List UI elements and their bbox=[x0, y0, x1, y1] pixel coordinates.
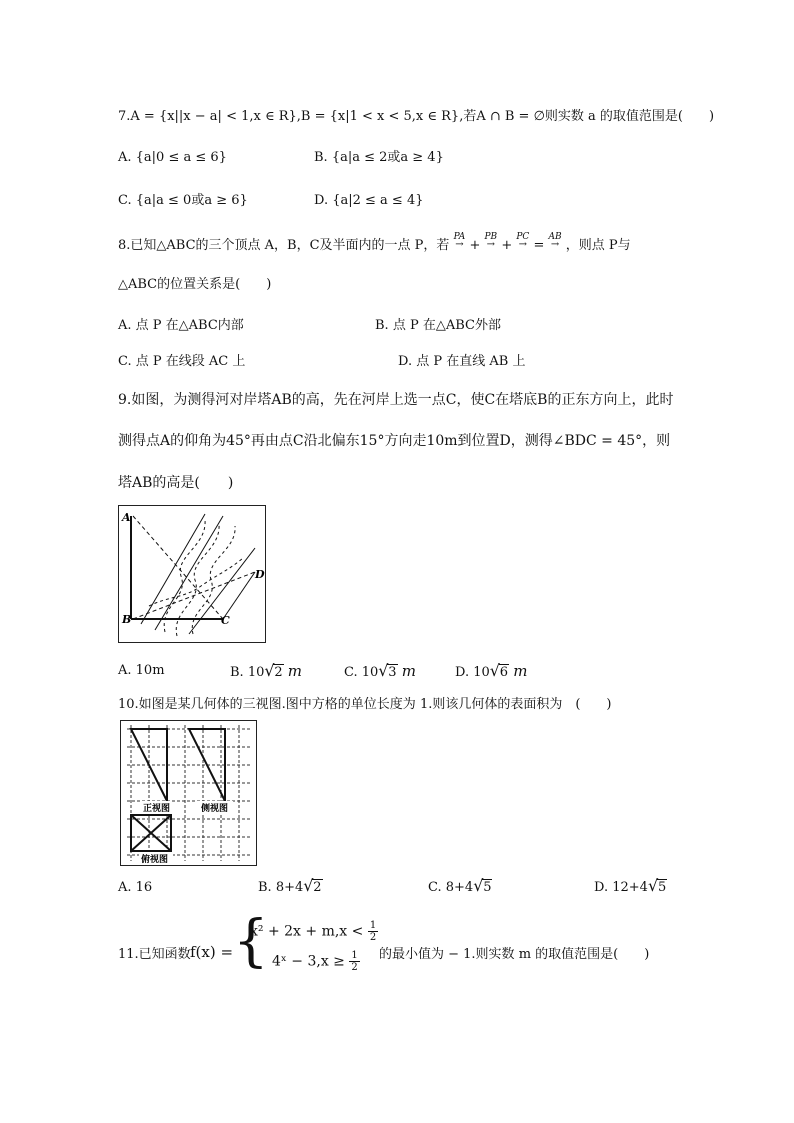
label-b: B bbox=[122, 613, 132, 626]
tower-river-diagram bbox=[119, 506, 265, 642]
q11-fx: f(x) = bbox=[190, 943, 234, 961]
tower-river-figure bbox=[118, 505, 266, 643]
q7-option-c[interactable]: C. {a|a ≤ 0或a ≥ 6} bbox=[118, 193, 248, 208]
vector-pc: PC → bbox=[516, 232, 530, 250]
plus-sign: + bbox=[469, 238, 481, 253]
q9-stem-line1: 9.如图，为测得河对岸塔AB的高，先在河岸上选一点C，使C在塔底B的正东方向上，此时 bbox=[118, 392, 674, 408]
river-bank-2 bbox=[155, 516, 223, 630]
q8-stem-post: ，则点 P与 bbox=[565, 238, 631, 253]
q10-option-d[interactable]: D. 12+4√ 5 bbox=[594, 879, 667, 897]
vector-pa: PA → bbox=[453, 232, 466, 250]
q11-piece-2: 4ˣ − 3,x ≥ $\frac{1}{2}$ bbox=[272, 950, 358, 973]
q8-option-a[interactable]: A. 点 P 在△ABC内部 bbox=[118, 318, 244, 333]
q7-stem: 7.A = {x||x − a| < 1,x ∈ R},B = {x|1 < x < 5,x ∈ R},若A ∩ B = ∅则实数 a 的取值范围是( ) bbox=[118, 109, 715, 124]
q8-option-b[interactable]: B. 点 P 在△ABC外部 bbox=[375, 318, 501, 333]
line-cd bbox=[223, 572, 255, 619]
side-view-label: 侧视图 bbox=[201, 804, 229, 814]
q11-piece-1: x² + 2x + m,x < $\frac{1}{2}$ bbox=[250, 920, 377, 943]
q8-stem-line1 bbox=[118, 233, 631, 255]
q7-option-a[interactable]: A. {a|0 ≤ a ≤ 6} bbox=[118, 150, 227, 165]
q7-option-b[interactable]: B. {a|a ≤ 2或a ≥ 4} bbox=[314, 150, 444, 165]
vector-ab: AB → bbox=[548, 232, 562, 250]
q8-stem-pre: 8.已知△ABC的三个顶点 A，B，C及半面内的一点 P，若 bbox=[118, 238, 450, 253]
line-bd bbox=[133, 572, 255, 619]
plus-sign: + bbox=[501, 238, 513, 253]
q10-stem: 10.如图是某几何体的三视图.图中方格的单位长度为 1.则该几何体的表面积为 ( ) bbox=[118, 697, 612, 712]
q9-stem-line2: 测得点A的仰角为45°再由点C沿北偏东15°方向走10m到位置D，测得∠BDC = 45°，则 bbox=[118, 433, 671, 449]
label-a: A bbox=[122, 511, 131, 524]
q8-option-c[interactable]: C. 点 P 在线段 AC 上 bbox=[118, 354, 246, 369]
q7-option-d[interactable]: D. {a|2 ≤ a ≤ 4} bbox=[314, 193, 424, 208]
q9-option-c[interactable]: C. 10√ 3 m bbox=[344, 662, 416, 682]
q11-stem-pre: 11.已知函数 bbox=[118, 947, 191, 962]
q9-option-a[interactable]: A. 10m bbox=[118, 663, 165, 678]
label-c: C bbox=[221, 614, 230, 627]
grid-lines bbox=[127, 725, 251, 861]
equals-sign: = bbox=[533, 238, 545, 253]
frac-one-half: $\frac{1}{2}$ bbox=[369, 920, 377, 943]
top-view-label: 俯视图 bbox=[141, 855, 169, 865]
q8-stem-line2: △ABC的位置关系是( ) bbox=[118, 277, 272, 292]
three-view-diagram bbox=[121, 721, 256, 865]
contour-1 bbox=[164, 520, 205, 632]
q8-option-d[interactable]: D. 点 P 在直线 AB 上 bbox=[398, 354, 526, 369]
three-view-figure bbox=[120, 720, 257, 866]
q9-option-d[interactable]: D. 10√ 6 m bbox=[455, 662, 527, 682]
piecewise-brace: { bbox=[233, 909, 269, 974]
q11-stem-post: 的最小值为 − 1.则实数 m 的取值范围是( ) bbox=[379, 947, 650, 962]
q10-option-c[interactable]: C. 8+4√ 5 bbox=[428, 879, 492, 897]
frac-one-half: $\frac{1}{2}$ bbox=[351, 950, 358, 973]
q10-option-a[interactable]: A. 16 bbox=[118, 880, 153, 895]
front-view-label: 正视图 bbox=[143, 804, 171, 814]
q9-option-b[interactable]: B. 10√ 2 m bbox=[230, 662, 302, 682]
sight-line-ac bbox=[133, 516, 223, 619]
vector-pb: PB → bbox=[484, 232, 498, 250]
q9-stem-line3: 塔AB的高是( ) bbox=[118, 475, 234, 491]
q10-option-b[interactable]: B. 8+4√ 2 bbox=[258, 879, 323, 897]
label-d: D bbox=[255, 568, 265, 581]
